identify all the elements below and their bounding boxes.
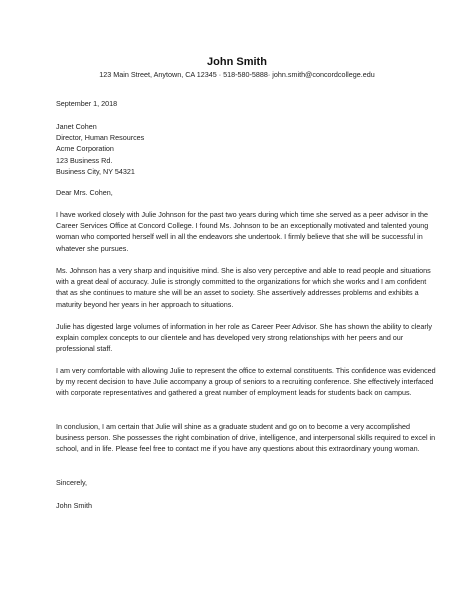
closing (56, 477, 440, 488)
sender-contact-line: 123 Main Street, Anytown, CA 12345 · 518-580-5888· john.smith@concordcollege.edu (99, 70, 375, 79)
recipient-name: Janet Cohen (56, 122, 97, 131)
letterhead (0, 56, 474, 80)
paragraph-1: I have worked closely with Julie Johnson for the past two years during which time she served as a peer advisor in the Career Services Office at Concord College. I found Ms. Johnson to be an exceptionally motivated and talented young woman who comported herself well in all the endeavors she undertook. I firmly believe that she will be successful in whatever she pursues. (56, 210, 429, 253)
signature (56, 500, 440, 511)
recipient-address (56, 121, 440, 177)
closing-text: Sincerely, (56, 478, 88, 487)
date-text: September 1, 2018 (56, 99, 118, 108)
sender-name: John Smith (207, 56, 267, 68)
recipient-title: Director, Human Resources (56, 133, 145, 143)
paragraph-5: In conclusion, I am certain that Julie will shine as a graduate student and go on to become a very accomplished business person. She possesses the right combination of drive, intelligence, and interpersonal skills required to excel in school, and in life. Please feel free to contact me if you have any questions about this extraordinary young woman. (56, 422, 436, 454)
signature-name: John Smith (56, 501, 92, 510)
paragraph-4: I am very comfortable with allowing Julie to represent the office to external constituents. This confidence was evidenced by my recent decision to have Julie accompany a group of seniors to a recruiting conference. She effectively interfaced with corporate representatives and gathered a great number of employment leads for students back on campus. (56, 366, 436, 398)
recipient-street: 123 Business Rd. (56, 155, 113, 165)
salutation (56, 187, 440, 198)
recipient-city: Business City, NY 54321 (56, 166, 135, 176)
paragraph-2: Ms. Johnson has a very sharp and inquisitive mind. She is also very perceptive and able to read people and situations with a great deal of accuracy. Julie is strongly committed to the organizations for which she works and I am confident that as she continues to mature she will be an asset to society. She assertively addresses problems and exhibits a maturity beyond her years in her approach to situations. (56, 266, 431, 309)
letter-date (56, 98, 440, 109)
recipient-company: Acme Corporation (56, 144, 114, 154)
paragraph-3: Julie has digested large volumes of information in her role as Career Peer Advisor. She has shown the ability to clearly explain complex concepts to our clientele and has developed very strong relationships with her peers and our professional staff. (56, 322, 432, 354)
salutation-text: Dear Mrs. Cohen, (56, 188, 113, 197)
